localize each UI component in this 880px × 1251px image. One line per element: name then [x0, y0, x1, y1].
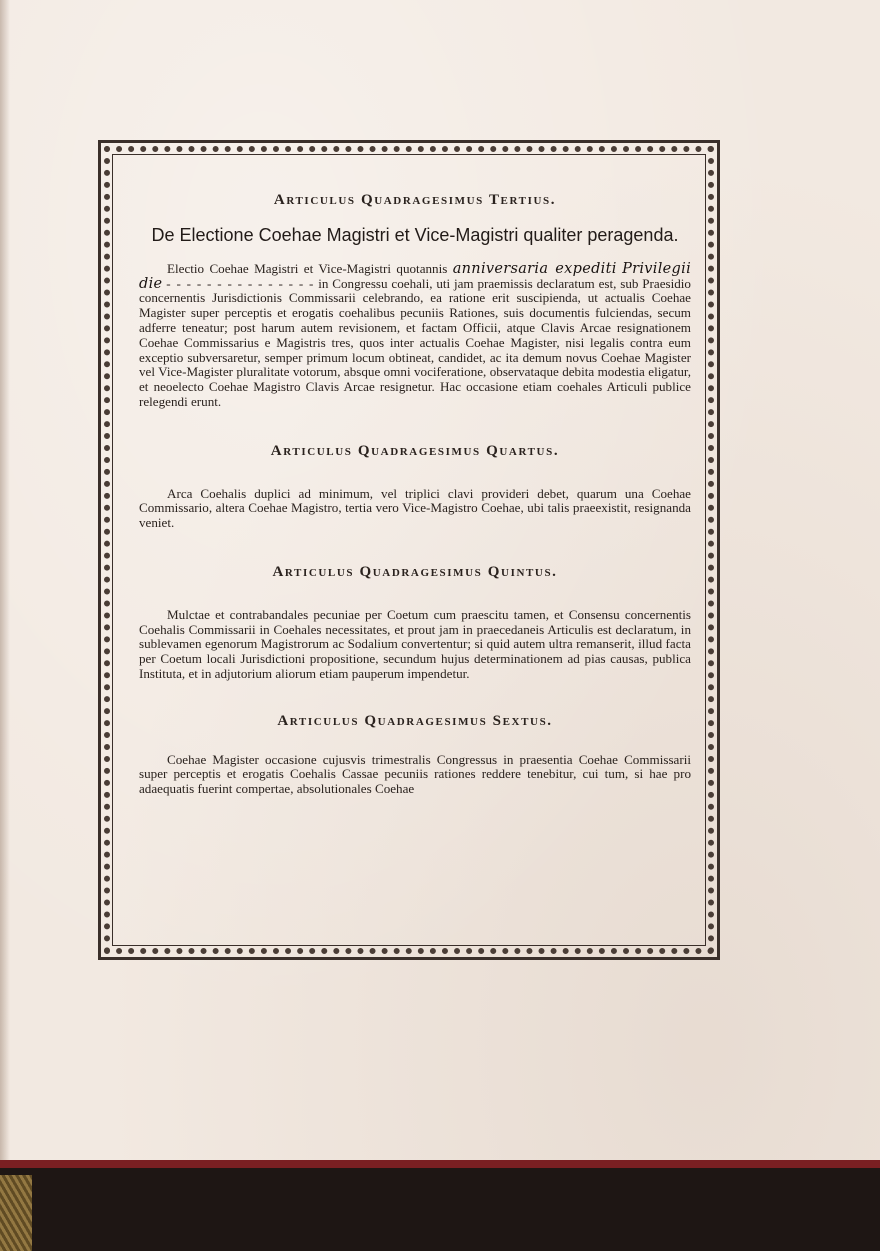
article-46-text: Coehae Magister occasione cujusvis trimestralis Congressus in praesentia Coehae Commissarii super perceptis et erogatis Coehalis Cassae pecuniis rationes reddere tenebitur, cui tum, si hae pro adaequatis fuerint compertae, absolutionales Coehae [139, 751, 691, 797]
article-44-heading: Articulus Quadragesimus Quartus. [270, 442, 560, 459]
frame-inner [112, 154, 706, 946]
article-43-text-rest: in Congressu coehali, uti jam praemissis declaratum est, sub Praesidio concernentis Jurisdictionis Commissarii celebrando, ea ratione erit suscipienda, ut actualis Coehae Magister super perceptis et erogatis coehalibus pecuniis Rationes, suis documentis fulciendas, secum adferre teneatur; post harum autem revisionem, et factam Officii, atque Clavis Arcae resignationem Coehae Commissarius e Magistris tres, quos inter actualis Coehae Magister, nisi legalis contra eum exceptio subversaretur, semper primum locum obtineat, candidet, ac ita demum novus Coehae Magister vel Vice-Magister pluralitate votorum, absque omni vociferatione, observataque debita modestia eligatur, et neoelecto Coehae Magistro Clavis Arcae resignetur. Hac occasione etiam coehales Articuli publice relegendi erunt. [139, 275, 691, 409]
book-binding-edge [0, 1160, 880, 1168]
article-45-heading: Articulus Quadragesimus Quintus. [272, 563, 558, 580]
page-gutter-shadow [0, 0, 10, 1160]
article-46-heading: Articulus Quadragesimus Sextus. [277, 712, 553, 729]
article-43-heading: Articulus Quadragesimus Tertius. [273, 192, 557, 208]
handwritten-insert-2: Privilegii die [139, 260, 692, 292]
dark-background [0, 1168, 880, 1251]
handwritten-insert-1: anniversaria expediti [452, 260, 617, 277]
article-43-subheading: De Electione Coehae Magistri et Vice-Magistri qualiter peragenda. [151, 224, 679, 245]
article-44-text: Arca Coehalis duplici ad minimum, vel triplici clavi provideri debet, quarum una Coehae Commissario, altera Coehae Magistro, tertia vero Vice-Magistro Coehae, ubi talis praeexistit, resignanda veniet. [139, 485, 691, 531]
article-43-text-start: Electio Coehae Magistri et Vice-Magistri quotannis [167, 260, 448, 276]
ornamental-frame [98, 140, 720, 960]
blank-fill-dashes: - - - - - - - - - - - - - - - [166, 275, 315, 291]
bookmark-ribbon [0, 1175, 32, 1251]
frame-chain-border [104, 146, 714, 954]
article-43-text [139, 262, 691, 410]
page-content [139, 193, 691, 797]
article-45-text: Mulctae et contrabandales pecuniae per Coetum cum praescitu tamen, et Consensu concernentis Coehalis Commissarii in Coehales necessitates, et prout jam in praecedaneis Articulis est declaratum, in sublevamen egenorum Magistrorum ac Sodalium convertentur; si quid autem ultra remanserit, illud facta per Coetum locali Jurisdictioni propositione, secundum hujus determinationem ad pias causas, publica Instituta, et in adjutorium aliorum etiam pauperum impendetur. [139, 606, 691, 681]
